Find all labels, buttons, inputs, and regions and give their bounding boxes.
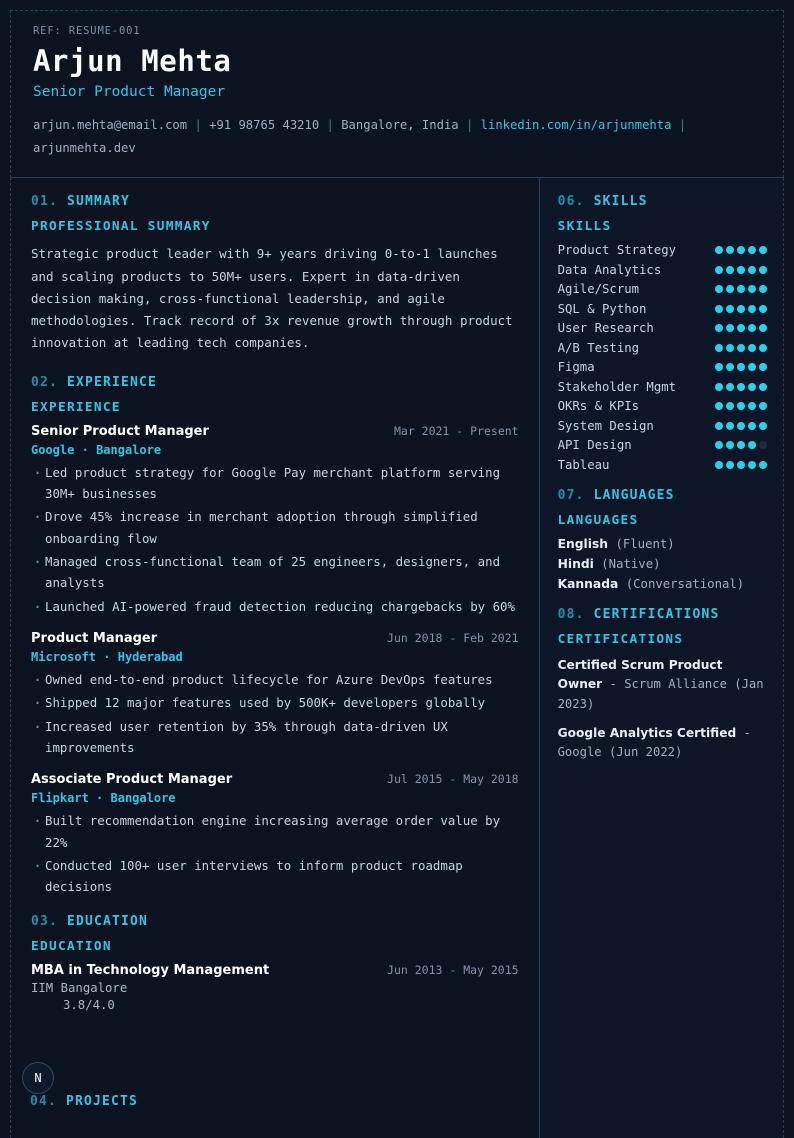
contact-website[interactable]: arjunmehta.dev (33, 140, 136, 155)
skill-level-dots (715, 461, 767, 469)
job-bullets (31, 669, 519, 758)
section-subheading-summary: PROFESSIONAL SUMMARY (31, 219, 211, 235)
language-name: Kannada (557, 576, 619, 591)
job-location: Bangalore (96, 442, 162, 457)
experience-entry-header (31, 631, 519, 646)
skill-level-dot (737, 324, 745, 332)
contact-location: Bangalore, India (341, 118, 459, 133)
skill-level-dot (748, 324, 756, 332)
skill-name: Product Strategy (557, 243, 677, 258)
certification-item (558, 656, 767, 715)
skill-level-dot (737, 266, 745, 274)
job-title: Associate Product Manager (31, 772, 233, 788)
section-number: 04. (30, 1094, 57, 1109)
skill-name: SQL & Python (557, 301, 647, 316)
language-name: Hindi (557, 556, 594, 571)
reference-id: REF: RESUME-001 (33, 25, 141, 37)
language-item (558, 537, 767, 551)
page-badge: N (22, 1062, 54, 1094)
skill-level-dot (737, 305, 745, 313)
experience-entry (31, 772, 519, 897)
section-certifications (558, 607, 767, 763)
skill-level-dot (726, 285, 734, 293)
language-item (558, 557, 767, 571)
skill-level-dot (715, 324, 723, 332)
skill-level-dot (726, 383, 734, 391)
language-item (558, 577, 767, 591)
experience-entry-header (31, 424, 519, 439)
job-bullet: · Owned end-to-end product lifecycle for Azure DevOps features (31, 669, 519, 690)
language-level: (Conversational) (625, 576, 745, 591)
skill-level-dot (737, 441, 745, 449)
job-company: Flipkart (31, 791, 89, 806)
skill-row (558, 380, 767, 394)
skill-level-dots (715, 285, 767, 293)
skill-level-dot (748, 402, 756, 410)
section-heading-skills (558, 194, 767, 209)
certification-issuer: - Google (Jun 2022) (557, 725, 751, 760)
section-label: SKILLS (593, 194, 648, 210)
skill-level-dot (737, 363, 745, 371)
section-heading-summary (31, 194, 519, 209)
section-heading-certifications (558, 607, 767, 622)
skill-row (558, 302, 767, 316)
skill-level-dot (726, 441, 734, 449)
skill-level-dot (726, 461, 734, 469)
skill-level-dot (748, 305, 756, 313)
contact-separator: | (194, 118, 202, 133)
section-label: SUMMARY (67, 194, 130, 210)
section-heading-languages (558, 488, 767, 503)
skill-level-dot (726, 266, 734, 274)
job-bullet: · Managed cross-functional team of 25 engineers, designers, and analysts (31, 551, 519, 594)
section-skills (558, 194, 767, 472)
skill-level-dot (748, 344, 756, 352)
skill-level-dot (748, 422, 756, 430)
skill-level-dots (715, 344, 767, 352)
skill-level-dots (715, 422, 767, 430)
skill-row (558, 360, 767, 374)
skill-level-dot (715, 422, 723, 430)
skill-level-dot (726, 402, 734, 410)
skill-level-dot (748, 246, 756, 254)
job-bullet: · Launched AI-powered fraud detection reducing chargebacks by 60% (31, 596, 519, 617)
skill-level-dot (737, 422, 745, 430)
skill-level-dot (759, 363, 767, 371)
candidate-name: Arjun Mehta (33, 44, 232, 78)
experience-entry-header (31, 772, 519, 787)
section-number: 01. (31, 194, 58, 210)
job-company: Google (31, 442, 75, 457)
resume-header (10, 10, 784, 178)
experience-entry (31, 424, 519, 617)
skill-level-dot (726, 422, 734, 430)
skill-level-dot (726, 363, 734, 371)
main-column (11, 178, 540, 1138)
skill-level-dot (759, 402, 767, 410)
skill-level-dot (759, 461, 767, 469)
candidate-title: Senior Product Manager (33, 84, 226, 101)
section-label: EDUCATION (67, 913, 148, 929)
skill-row (558, 341, 767, 355)
summary-text: Strategic product leader with 9+ years driving 0-to-1 launches and scaling products to 50M+ users. Expert in data-driven decision making, cross-functional leadership, and agile methodologies. Track record of 3x revenue growth through product innovation at leading tech companies. (31, 246, 513, 351)
skill-level-dot (715, 266, 723, 274)
section-label: EXPERIENCE (67, 374, 157, 390)
skill-level-dot (737, 461, 745, 469)
skill-level-dot (759, 246, 767, 254)
job-company-location (31, 650, 519, 664)
dot-separator: · (81, 442, 89, 457)
job-location: Bangalore (110, 791, 176, 806)
job-company-location (31, 791, 519, 805)
job-dates: Jul 2015 - May 2018 (387, 772, 519, 787)
dot-separator: · (103, 650, 111, 665)
job-bullet: · Built recommendation engine increasing average order value by 22% (31, 810, 519, 853)
job-dates: Mar 2021 - Present (393, 423, 519, 438)
skill-level-dot (748, 363, 756, 371)
sidebar-column (540, 178, 783, 1138)
skill-level-dot (715, 285, 723, 293)
skill-name: Tableau (557, 457, 610, 472)
job-bullet: · Led product strategy for Google Pay merchant platform serving 30M+ businesses (31, 462, 519, 505)
school-name: IIM Bangalore (31, 980, 128, 995)
job-bullets (31, 462, 519, 617)
contact-linkedin[interactable]: linkedin.com/in/arjunmehta (480, 118, 672, 133)
education-entry-header (31, 963, 519, 978)
contact-line (33, 114, 761, 159)
skill-level-dots (715, 363, 767, 371)
contact-phone[interactable]: +91 98765 43210 (209, 118, 320, 133)
section-number: 08. (557, 606, 585, 622)
skill-level-dot (759, 285, 767, 293)
skill-row (558, 263, 767, 277)
skill-name: OKRs & KPIs (557, 399, 640, 414)
skill-level-dots (715, 266, 767, 274)
section-experience (31, 375, 519, 898)
language-name: English (557, 536, 609, 551)
section-label: LANGUAGES (593, 487, 675, 503)
job-company: Microsoft (31, 650, 97, 665)
skill-level-dot (715, 441, 723, 449)
contact-separator: | (465, 118, 474, 133)
experience-entry (31, 631, 519, 758)
skill-level-dot (759, 324, 767, 332)
skill-level-dots (715, 246, 767, 254)
skill-level-dot (737, 383, 745, 391)
section-heading-education (31, 914, 519, 929)
skill-level-dot (737, 344, 745, 352)
gpa-value: 3.8/4.0 (63, 997, 115, 1012)
job-bullet: · Conducted 100+ user interviews to inform product roadmap decisions (31, 855, 519, 898)
skill-level-dot (759, 422, 767, 430)
job-bullets (31, 810, 519, 897)
skill-level-dot (748, 461, 756, 469)
skill-level-dot (759, 344, 767, 352)
contact-email[interactable]: arjun.mehta@email.com (33, 118, 188, 133)
job-location: Hyderabad (117, 650, 183, 665)
section-projects (30, 1094, 138, 1119)
skill-row (558, 419, 767, 433)
skill-level-dot (715, 383, 723, 391)
resume-body (10, 178, 784, 1138)
job-title: Product Manager (31, 631, 158, 647)
job-company-location (31, 443, 519, 457)
job-title: Senior Product Manager (31, 423, 209, 439)
skill-row (558, 243, 767, 257)
skill-name: Stakeholder Mgmt (557, 379, 677, 394)
skill-level-dots (715, 402, 767, 410)
skill-level-dot (715, 344, 723, 352)
section-heading-experience (31, 375, 519, 390)
section-subheading-certifications: CERTIFICATIONS (557, 631, 684, 647)
skill-level-dots (715, 305, 767, 313)
skill-name: API Design (557, 438, 632, 453)
skill-name: A/B Testing (557, 340, 640, 355)
skill-level-dot (748, 285, 756, 293)
language-level: (Fluent) (615, 536, 675, 551)
skill-level-dot (726, 246, 734, 254)
skill-level-dot (737, 246, 745, 254)
certification-issuer: - Scrum Alliance (Jan 2023) (557, 677, 764, 711)
job-bullet: · Drove 45% increase in merchant adoption through simplified onboarding flow (31, 506, 519, 549)
section-summary (31, 194, 519, 354)
section-number: 03. (31, 913, 58, 929)
skill-level-dot (759, 266, 767, 274)
skill-row (558, 399, 767, 413)
skill-name: System Design (557, 418, 654, 433)
section-education (31, 914, 519, 1012)
section-number: 07. (557, 487, 585, 503)
certification-name: Google Analytics Certified (557, 725, 737, 740)
skill-name: Figma (557, 360, 595, 375)
section-subheading-experience: EXPERIENCE (31, 399, 121, 415)
contact-separator: | (326, 118, 334, 133)
skill-name: User Research (557, 321, 654, 336)
skill-row (558, 282, 767, 296)
skill-row (558, 438, 767, 452)
degree-name: MBA in Technology Management (31, 962, 270, 978)
section-subheading-skills: SKILLS (557, 219, 612, 235)
skill-level-dot (715, 402, 723, 410)
skill-row (558, 321, 767, 335)
skill-name: Agile/Scrum (557, 282, 640, 297)
section-label: CERTIFICATIONS (593, 606, 720, 622)
job-bullet: · Shipped 12 major features used by 500K+ developers globally (31, 692, 519, 713)
skill-level-dots (715, 441, 767, 449)
contact-separator: | (678, 118, 687, 133)
section-heading-projects (30, 1094, 138, 1109)
education-entry (31, 963, 519, 1012)
skill-level-dot (748, 266, 756, 274)
skill-row (558, 458, 767, 472)
skill-level-dot (737, 402, 745, 410)
job-dates: Jun 2018 - Feb 2021 (387, 631, 519, 646)
skills-list (558, 243, 767, 472)
skill-level-dot (726, 344, 734, 352)
section-label: PROJECTS (66, 1094, 138, 1109)
section-languages (558, 488, 767, 591)
skill-level-dot (715, 246, 723, 254)
skill-level-dot (715, 461, 723, 469)
dot-separator: · (96, 791, 104, 806)
degree-dates: Jun 2013 - May 2015 (387, 962, 519, 977)
skill-level-dot (759, 441, 767, 449)
skill-level-dot (726, 305, 734, 313)
section-subheading-education: EDUCATION (31, 938, 112, 954)
section-number: 06. (557, 194, 585, 210)
skill-level-dots (715, 383, 767, 391)
section-subheading-languages: LANGUAGES (557, 512, 639, 528)
skill-level-dot (759, 383, 767, 391)
skill-level-dot (748, 441, 756, 449)
skill-level-dot (726, 324, 734, 332)
skill-level-dot (715, 305, 723, 313)
job-bullet: · Increased user retention by 35% through data-driven UX improvements (31, 716, 519, 759)
certification-item (558, 724, 767, 763)
skill-name: Data Analytics (557, 262, 662, 277)
certification-name: Certified Scrum Product Owner (557, 657, 723, 692)
skill-level-dots (715, 324, 767, 332)
language-level: (Native) (601, 556, 661, 571)
skill-level-dot (748, 383, 756, 391)
skill-level-dot (737, 285, 745, 293)
skill-level-dot (759, 305, 767, 313)
skill-level-dot (715, 363, 723, 371)
section-number: 02. (31, 374, 58, 390)
